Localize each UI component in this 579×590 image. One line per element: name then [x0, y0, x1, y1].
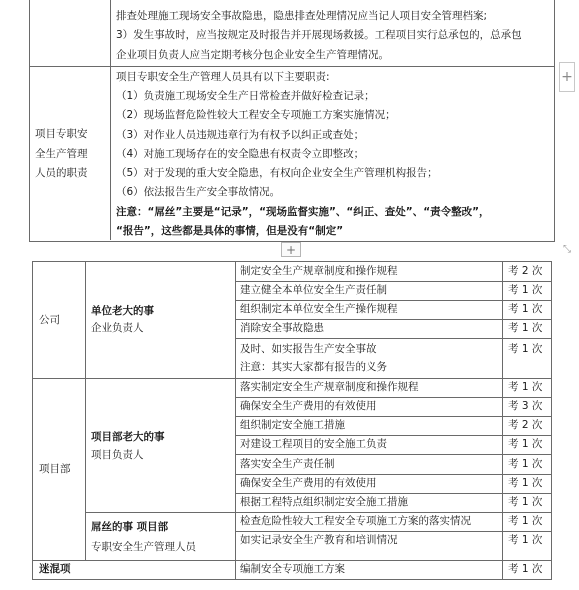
- company-count-1: 考 2 次: [508, 265, 543, 277]
- safety-officer-role: 专职安全生产管理人员: [91, 541, 196, 553]
- company-duty-3: 组织制定本单位安全生产操作规程: [240, 303, 398, 315]
- company-duty-4: 消除安全事故隐患: [240, 322, 324, 334]
- project-count-3: 考 2 次: [508, 419, 543, 431]
- company-duty-5: 及时、如实报告生产安全事故: [240, 343, 377, 355]
- project-duty-5: 落实安全生产责任制: [240, 458, 335, 470]
- safety-count-1: 考 1 次: [508, 515, 543, 527]
- project-count-6: 考 1 次: [508, 477, 543, 489]
- row2-line-2: （1）负责施工现场安全生产日常检查并做好检查记录；: [116, 90, 375, 102]
- add-column-button[interactable]: +: [559, 62, 575, 92]
- company-count-5: 考 1 次: [508, 343, 543, 355]
- project-count-1: 考 1 次: [508, 381, 543, 393]
- row2-line-6: （5）对于发现的重大安全隐患，有权向企业安全生产管理机构报告；: [116, 167, 438, 179]
- project-duty-1: 落实制定安全生产规章制度和操作规程: [240, 381, 419, 393]
- project-duty-6: 确保安全生产费用的有效使用: [240, 477, 377, 489]
- row1-line-1: 排查处理施工现场安全事故隐患，隐患排查处理情况应当记人项目安全管理档案;: [116, 10, 488, 22]
- org-company: 公司: [39, 314, 60, 326]
- row2-line-7: （6）依法报告生产安全事故情况。: [116, 186, 281, 198]
- company-role: 企业负责人: [91, 322, 144, 334]
- row2-line-5: （4）对施工现场存在的安全隐患有权责令立即整改；: [116, 148, 365, 160]
- project-head-role: 项目负责人: [91, 449, 144, 461]
- col-divider-org: [85, 262, 86, 560]
- project-count-2: 考 3 次: [508, 400, 543, 412]
- company-duty-2: 建立健全本单位安全生产责任制: [240, 284, 387, 296]
- row2-line-4: （3）对作业人员违规违章行为有权予以纠正或查处；: [116, 129, 365, 141]
- project-duty-4: 对建设工程项目的安全施工负责: [240, 438, 387, 450]
- company-count-3: 考 1 次: [508, 303, 543, 315]
- safety-officer-title: 屌丝的事 项目部: [91, 521, 169, 533]
- duties-table-top: [29, 0, 555, 242]
- row2-line-3: （2）现场监督危险性较大工程安全专项施工方案实施情况；: [116, 109, 396, 121]
- add-row-button[interactable]: +: [281, 242, 301, 257]
- row2-label-line-3: 人员的职责: [35, 167, 88, 179]
- company-duty-5-note: 注意：其实大家都有报告的义务: [240, 361, 387, 373]
- note-line-2: “报告”，这些都是具体的事情，但是没有“制定”: [116, 225, 344, 237]
- misc-label: 迷混项: [39, 563, 71, 575]
- safety-duty-1: 检查危险性较大工程安全专项施工方案的落实情况: [240, 515, 471, 527]
- project-duty-3: 组织制定安全施工措施: [240, 419, 345, 431]
- note-line-1: 注意：“屌丝”主要是“记录”，“现场监督实施”、“纠正、查处”、“责令整改”，: [116, 206, 490, 218]
- project-duty-7: 根据工程特点组织制定安全施工措施: [240, 496, 408, 508]
- row1-line-3: 企业项目负责人应当定期考核分包企业安全生产管理情况。: [116, 49, 389, 61]
- safety-duty-2: 如实记录安全生产教育和培训情况: [240, 534, 398, 546]
- project-count-5: 考 1 次: [508, 458, 543, 470]
- row2-label-line-2: 全生产管理: [35, 148, 88, 160]
- project-duty-2: 确保安全生产费用的有效使用: [240, 400, 377, 412]
- company-count-2: 考 1 次: [508, 284, 543, 296]
- project-count-4: 考 1 次: [508, 438, 543, 450]
- company-count-4: 考 1 次: [508, 322, 543, 334]
- safety-count-2: 考 1 次: [508, 534, 543, 546]
- org-project: 项目部: [39, 463, 71, 475]
- company-role-title: 单位老大的事: [91, 305, 154, 317]
- row1-line-2: 3）发生事故时，应当按规定及时报告并开展现场救援。工程项目实行总承包的，总承包: [116, 29, 522, 41]
- company-duty-1: 制定安全生产规章制度和操作规程: [240, 265, 398, 277]
- project-head-title: 项目部老大的事: [91, 431, 165, 443]
- duties-table-bottom: [32, 261, 552, 580]
- row2-line-1: 项目专职安全生产管理人员具有以下主要职责:: [116, 71, 330, 83]
- project-count-7: 考 1 次: [508, 496, 543, 508]
- row2-label-line-1: 项目专职安: [35, 128, 88, 140]
- resize-handle-icon[interactable]: ⤡: [563, 244, 571, 255]
- misc-count: 考 1 次: [508, 563, 543, 575]
- column-divider: [110, 0, 111, 240]
- misc-duty: 编制安全专项施工方案: [240, 563, 345, 575]
